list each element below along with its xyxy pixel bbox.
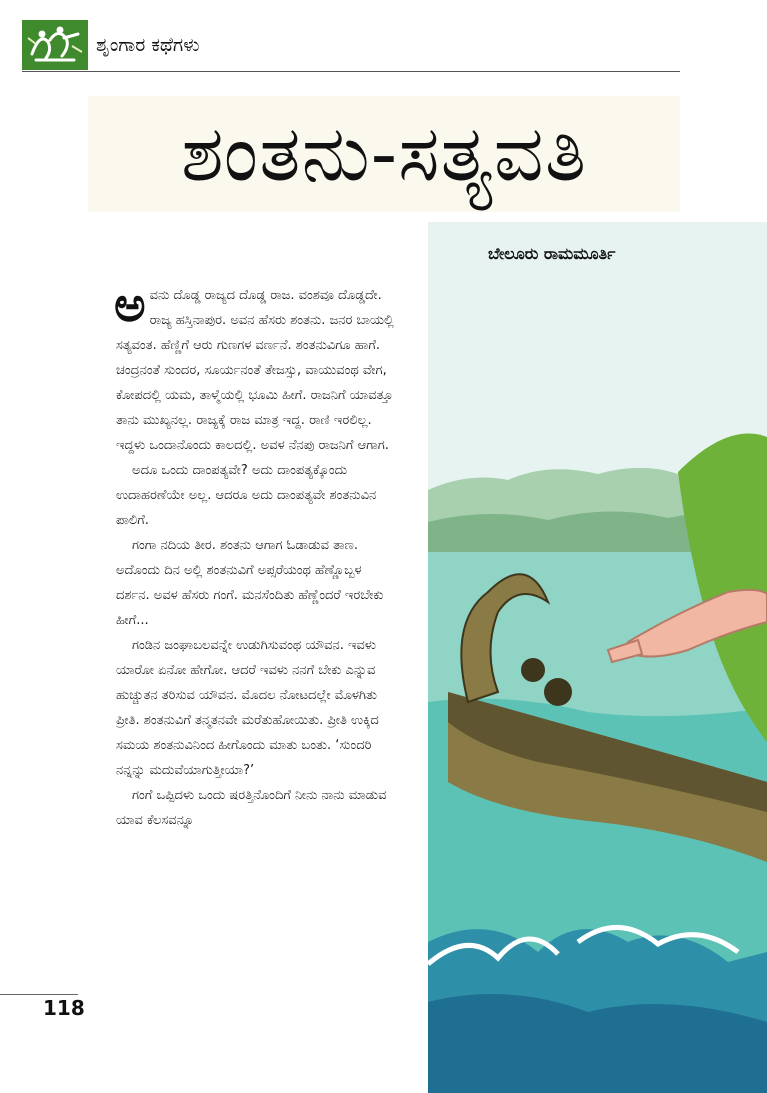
footer-divider xyxy=(0,994,78,995)
drop-cap: ಅ xyxy=(114,277,146,333)
paragraph: ಗಂಡಿನ ಜಂಘಾಬಲವನ್ನೇ ಉಡುಗಿಸುವಂಥ ಯೌವನ. ಇವಳು ಯಾರೋ ಏನೋ ಹೇಗೋ. ಆದರೆ ಇವಳು ನನಗೆ ಬೇಕು ಎನ್ನುವ ಹುಚ್ಚುತನ ತರಿಸುವ ಯೌವನ. ಮೊದಲ ನೋಟದಲ್ಲೇ ಮೊಳಗಿತು ಪ್ರೀತಿ. ಶಂತನುವಿಗೆ ತನ್ಮತನವೇ ಮರೆತುಹೋಯಿತು. ಪ್ರೀತಿ ಉಕ್ಕಿದ ಸಮಯ ಶಂತನುವಿನಿಂದ ಹೀಗೊಂದು ಮಾತು ಬಂತು. ‘ಸುಂದರಿ ನನ್ನನ್ನು ಮದುವೆಯಾಗುತ್ತೀಯಾ?’ xyxy=(116,638,379,778)
section-title: ಶೃಂಗಾರ ಕಥೆಗಳು xyxy=(96,34,200,56)
header-divider xyxy=(22,71,680,72)
paragraph: ಅದೂ ಒಂದು ದಾಂಪತ್ಯವೇ? ಅದು ದಾಂಪತ್ಯಕ್ಕೊಂದು ಉದಾಹರಣೆಯೇ ಅಲ್ಲ. ಆದರೂ ಅದು ದಾಂಪತ್ಯವೇ ಶಂತನುವಿನ ಪಾಲಿಗೆ. xyxy=(116,463,377,528)
paragraph: ಗಂಗಾ ನದಿಯ ತೀರ. ಶಂತನು ಆಗಾಗ ಓಡಾಡುವ ತಾಣ. ಅದೊಂದು ದಿನ ಅಲ್ಲಿ ಶಂತನುವಿಗೆ ಅಪ್ಸರೆಯಂಥ ಹೆಣ್ಣೊಬ್ಬಳ ದರ್ಶನ. ಅವಳ ಹೆಸರು ಗಂಗೆ. ಮನಸೆಂದಿತು ಹೆಣ್ಣೆಂದರೆ ಇರಬೇಕು ಹೀಗೆ... xyxy=(116,538,384,628)
boat-illustration xyxy=(428,222,767,1093)
paragraph: ಗಂಗೆ ಒಪ್ಪಿದಳು ಒಂದು ಷರತ್ತಿನೊಂದಿಗೆ ನೀನು ನಾನು ಮಾಡುವ ಯಾವ ಕೆಲಸವನ್ನೂ xyxy=(116,788,387,828)
paragraph xyxy=(114,277,396,458)
paragraph-text: ವನು ದೊಡ್ಡ ರಾಜ್ಯದ ದೊಡ್ಡ ರಾಜ. ವಂಶವೂ ದೊಡ್ಡದೇ. ರಾಜ್ಯ ಹಸ್ತಿನಾಪುರ. ಅವನ ಹೆಸರು ಶಂತನು. ಜನರ ಬಾಯಲ್ಲಿ ಸತ್ಯವಂತ. ಹೆಣ್ಣಿಗೆ ಆರು ಗುಣಗಳ ವರ್ಣನೆ. ಶಂತನುವಿಗೂ ಹಾಗೆ. ಚಂದ್ರನಂತೆ ಸುಂದರ, ಸೂರ್ಯನಂತೆ ತೇಜಸ್ಸು, ವಾಯುವಂಥ ವೇಗ, ಕೋಪದಲ್ಲಿ ಯಮ, ತಾಳ್ಮೆಯಲ್ಲಿ ಭೂಮಿ ಹೀಗೆ. ರಾಜನಿಗೆ ಯಾವತ್ತೂ ತಾನು ಮುಖ್ಯನಲ್ಲ. ರಾಜ್ಯಕ್ಕೆ ರಾಜ ಮಾತ್ರ ಇದ್ದ. ರಾಣಿ ಇರಲಿಲ್ಲ. ಇದ್ದಳು ಒಂದಾನೊಂದು ಕಾಲದಲ್ಲಿ. ಅವಳ ನೆನಪು ರಾಜನಿಗೆ ಆಗಾಗ. xyxy=(116,288,394,453)
story-title: ಶಂತನು-ಸತ್ಯವತಿ xyxy=(180,109,588,199)
article-body xyxy=(114,277,396,833)
page-number: 118 xyxy=(43,996,85,1020)
author-name: ಬೇಲೂರು ರಾಮಮೂರ್ತಿ xyxy=(488,244,616,263)
dancing-figures-icon xyxy=(22,20,88,70)
